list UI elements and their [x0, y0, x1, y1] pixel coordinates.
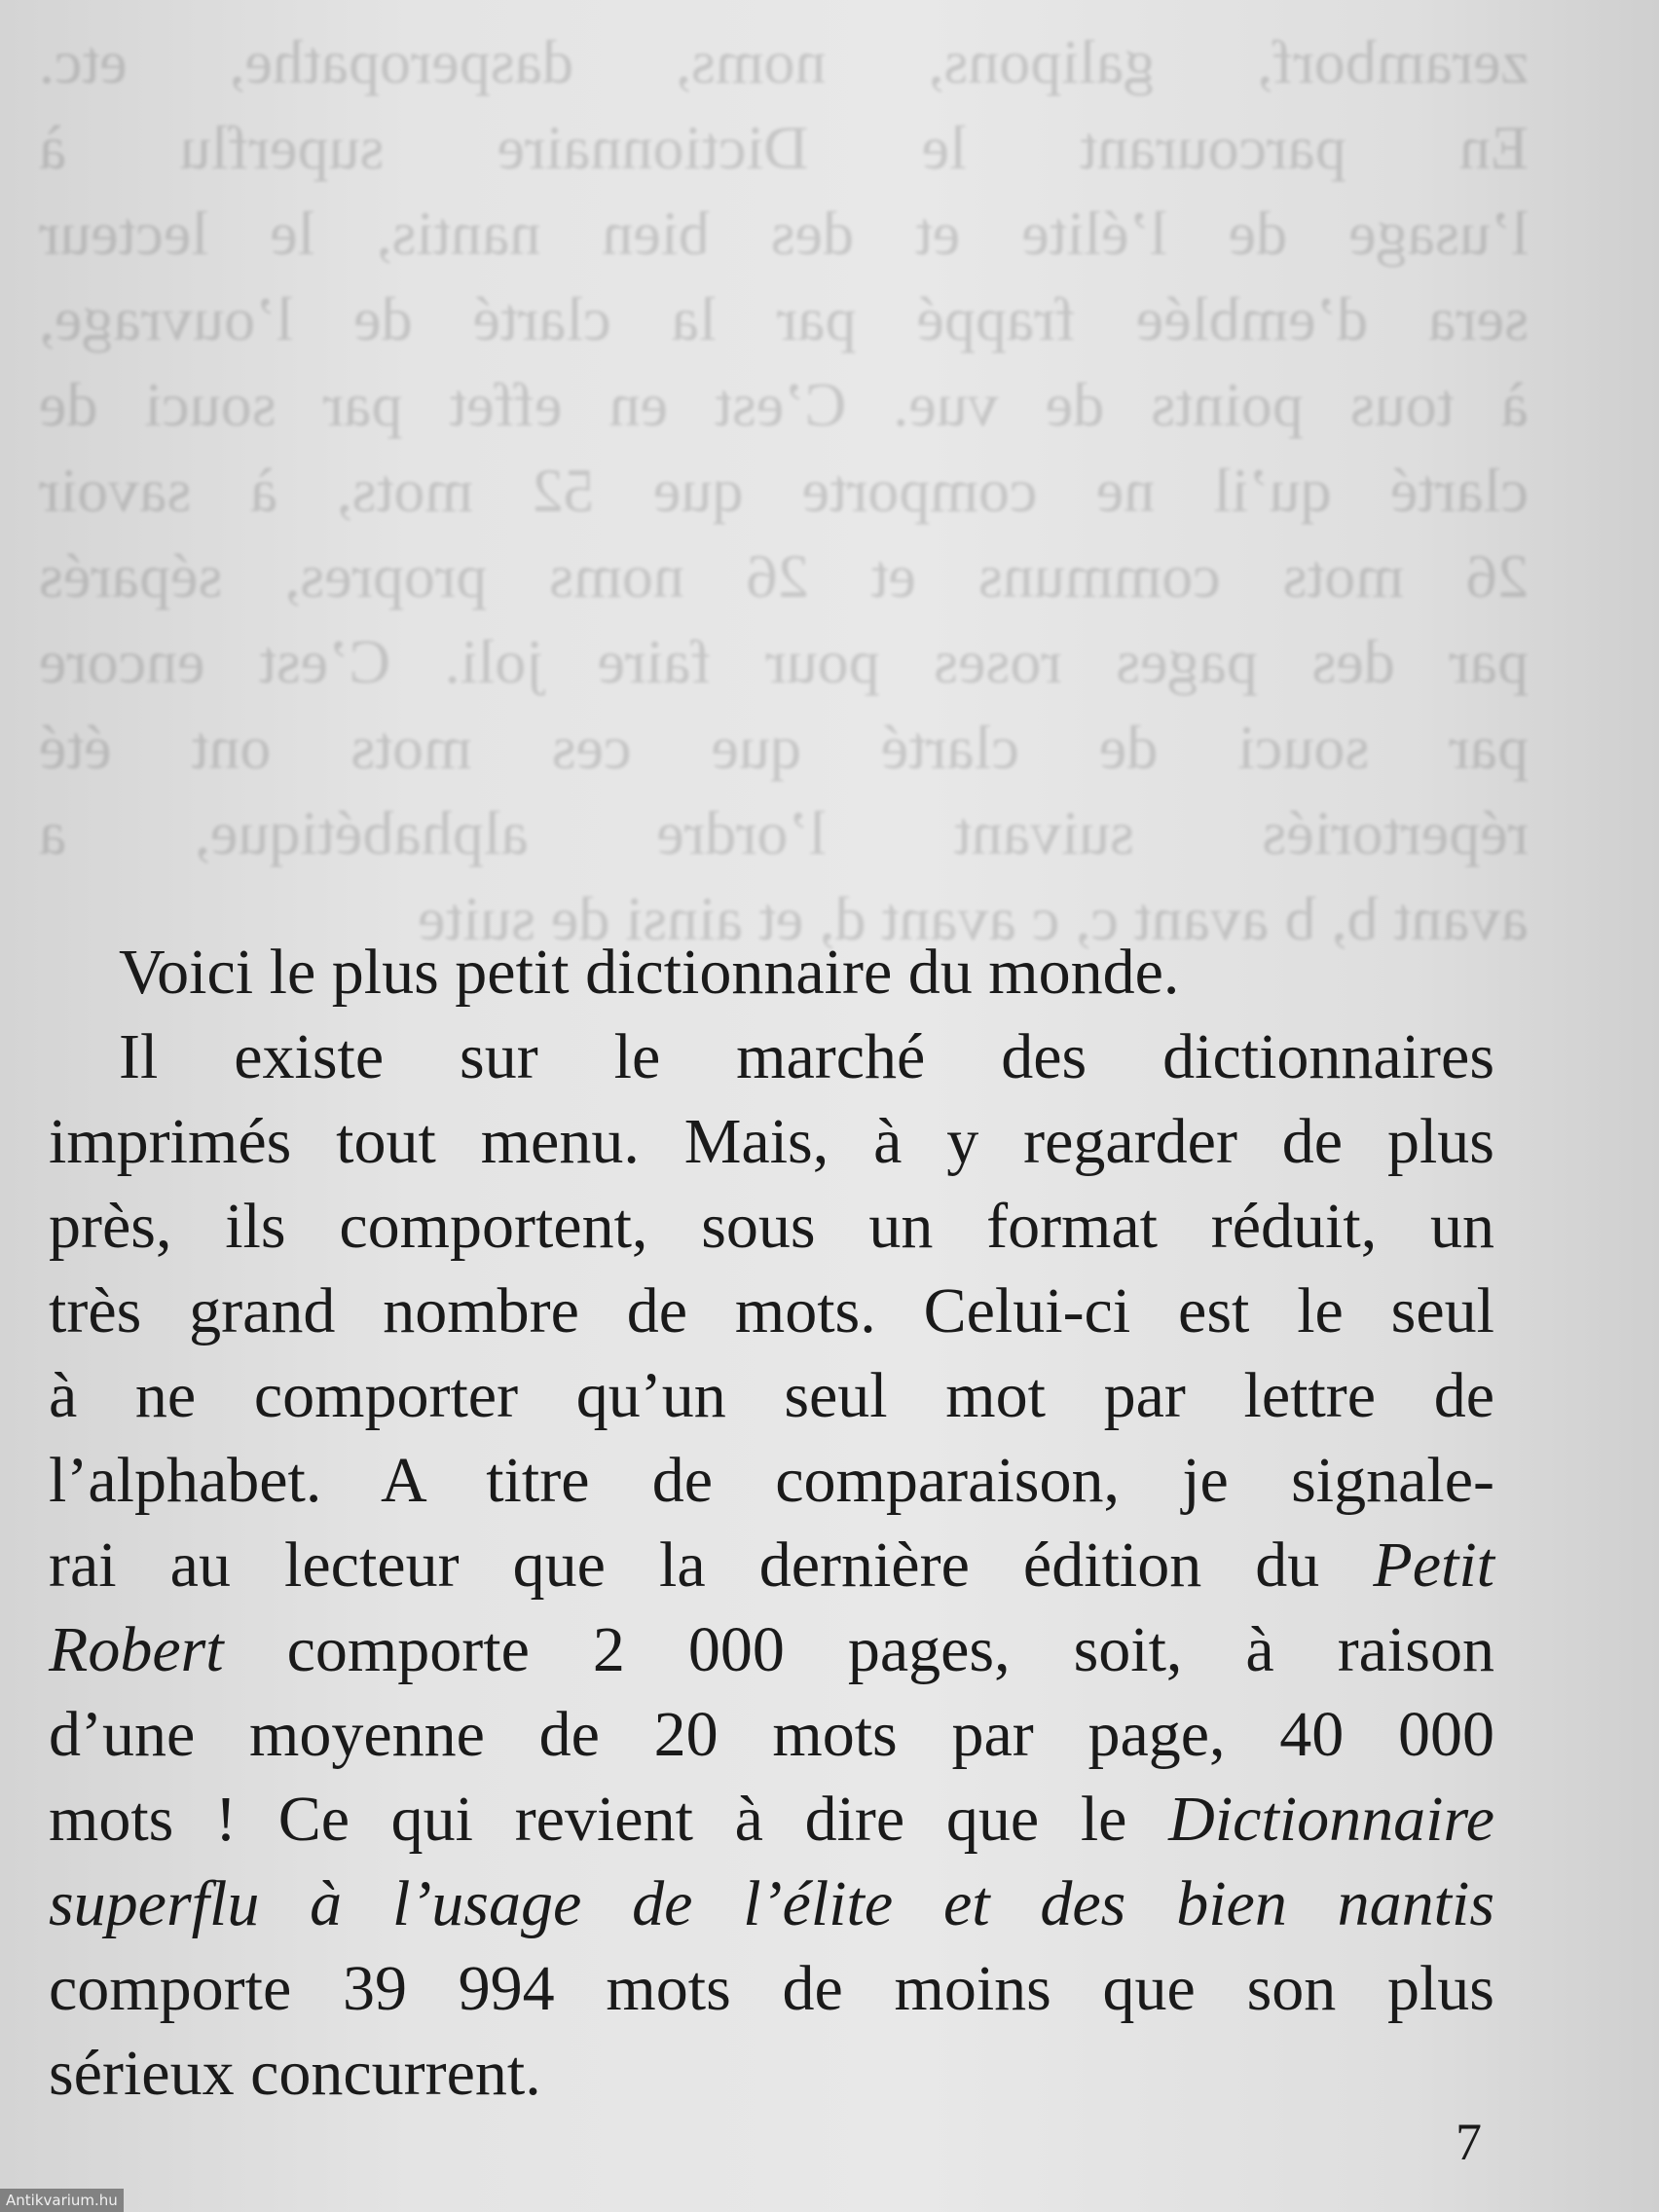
text-line [49, 1607, 1494, 1692]
text-line: Il existe sur le marché des dictionnaires [119, 1021, 1494, 1092]
text-line: sérieux concurrent. [49, 2038, 541, 2109]
paragraph-opening [49, 930, 1494, 1014]
text-line: très grand nombre de mots. Celui-ci est le seul [49, 1275, 1494, 1346]
reverse-page-show-through: zeramborf, galipons, noms, dasperopathe, etc. En parcourant le Dictionnaire superflu à l’usage de l’élite et des bien nantis, le lecteur sera d’emblée frappé par la clarté de l’ouvrage, à tous points de vue. C’est en effet par souci de clarté qu’il ne comporte que 52 mots, à savoir 26 mots communs et 26 noms propres, séparés par des pages roses pour faire joli. C’est encore par souci de clarté que ces mots ont été répertoriés suivant l’ordre alphabétique, a avant b, b avant c, c avant d, et ainsi de suite [39, 27, 1529, 953]
text-line [49, 1777, 1494, 1862]
title-superflu: superflu à l’usage de l’élite et des bien nantis [49, 1868, 1494, 1939]
text-line: d’une moyenne de 20 mots par page, 40 000 [49, 1699, 1494, 1770]
text-line: Voici le plus petit dictionnaire du monde. [119, 937, 1180, 1008]
text-line: près, ils comportent, sous un format réduit, un [49, 1191, 1494, 1262]
paragraph-main [49, 1014, 1494, 2116]
text-run: comporte 2 000 pages, soit, à raison [223, 1614, 1494, 1685]
watermark: Antikvarium.hu [0, 2189, 124, 2212]
body-text [49, 930, 1494, 2116]
text-line [49, 1523, 1494, 1607]
text-line: à ne comporter qu’un seul mot par lettre de [49, 1360, 1494, 1431]
text-run: mots ! Ce qui revient à dire que le [49, 1784, 1169, 1855]
text-line: comporte 39 994 mots de moins que son plus [49, 1953, 1494, 2024]
title-robert: Robert [49, 1614, 224, 1685]
text-line: imprimés tout menu. Mais, à y regarder de plus [49, 1106, 1494, 1177]
text-line: l’alphabet. A titre de comparaison, je signale- [49, 1445, 1494, 1516]
text-run: rai au lecteur que la dernière édition du [49, 1530, 1374, 1601]
title-petit: Petit [1373, 1530, 1494, 1601]
title-dictionnaire: Dictionnaire [1168, 1784, 1494, 1855]
text-line [49, 1862, 1494, 1946]
page-number: 7 [1456, 2113, 1482, 2171]
